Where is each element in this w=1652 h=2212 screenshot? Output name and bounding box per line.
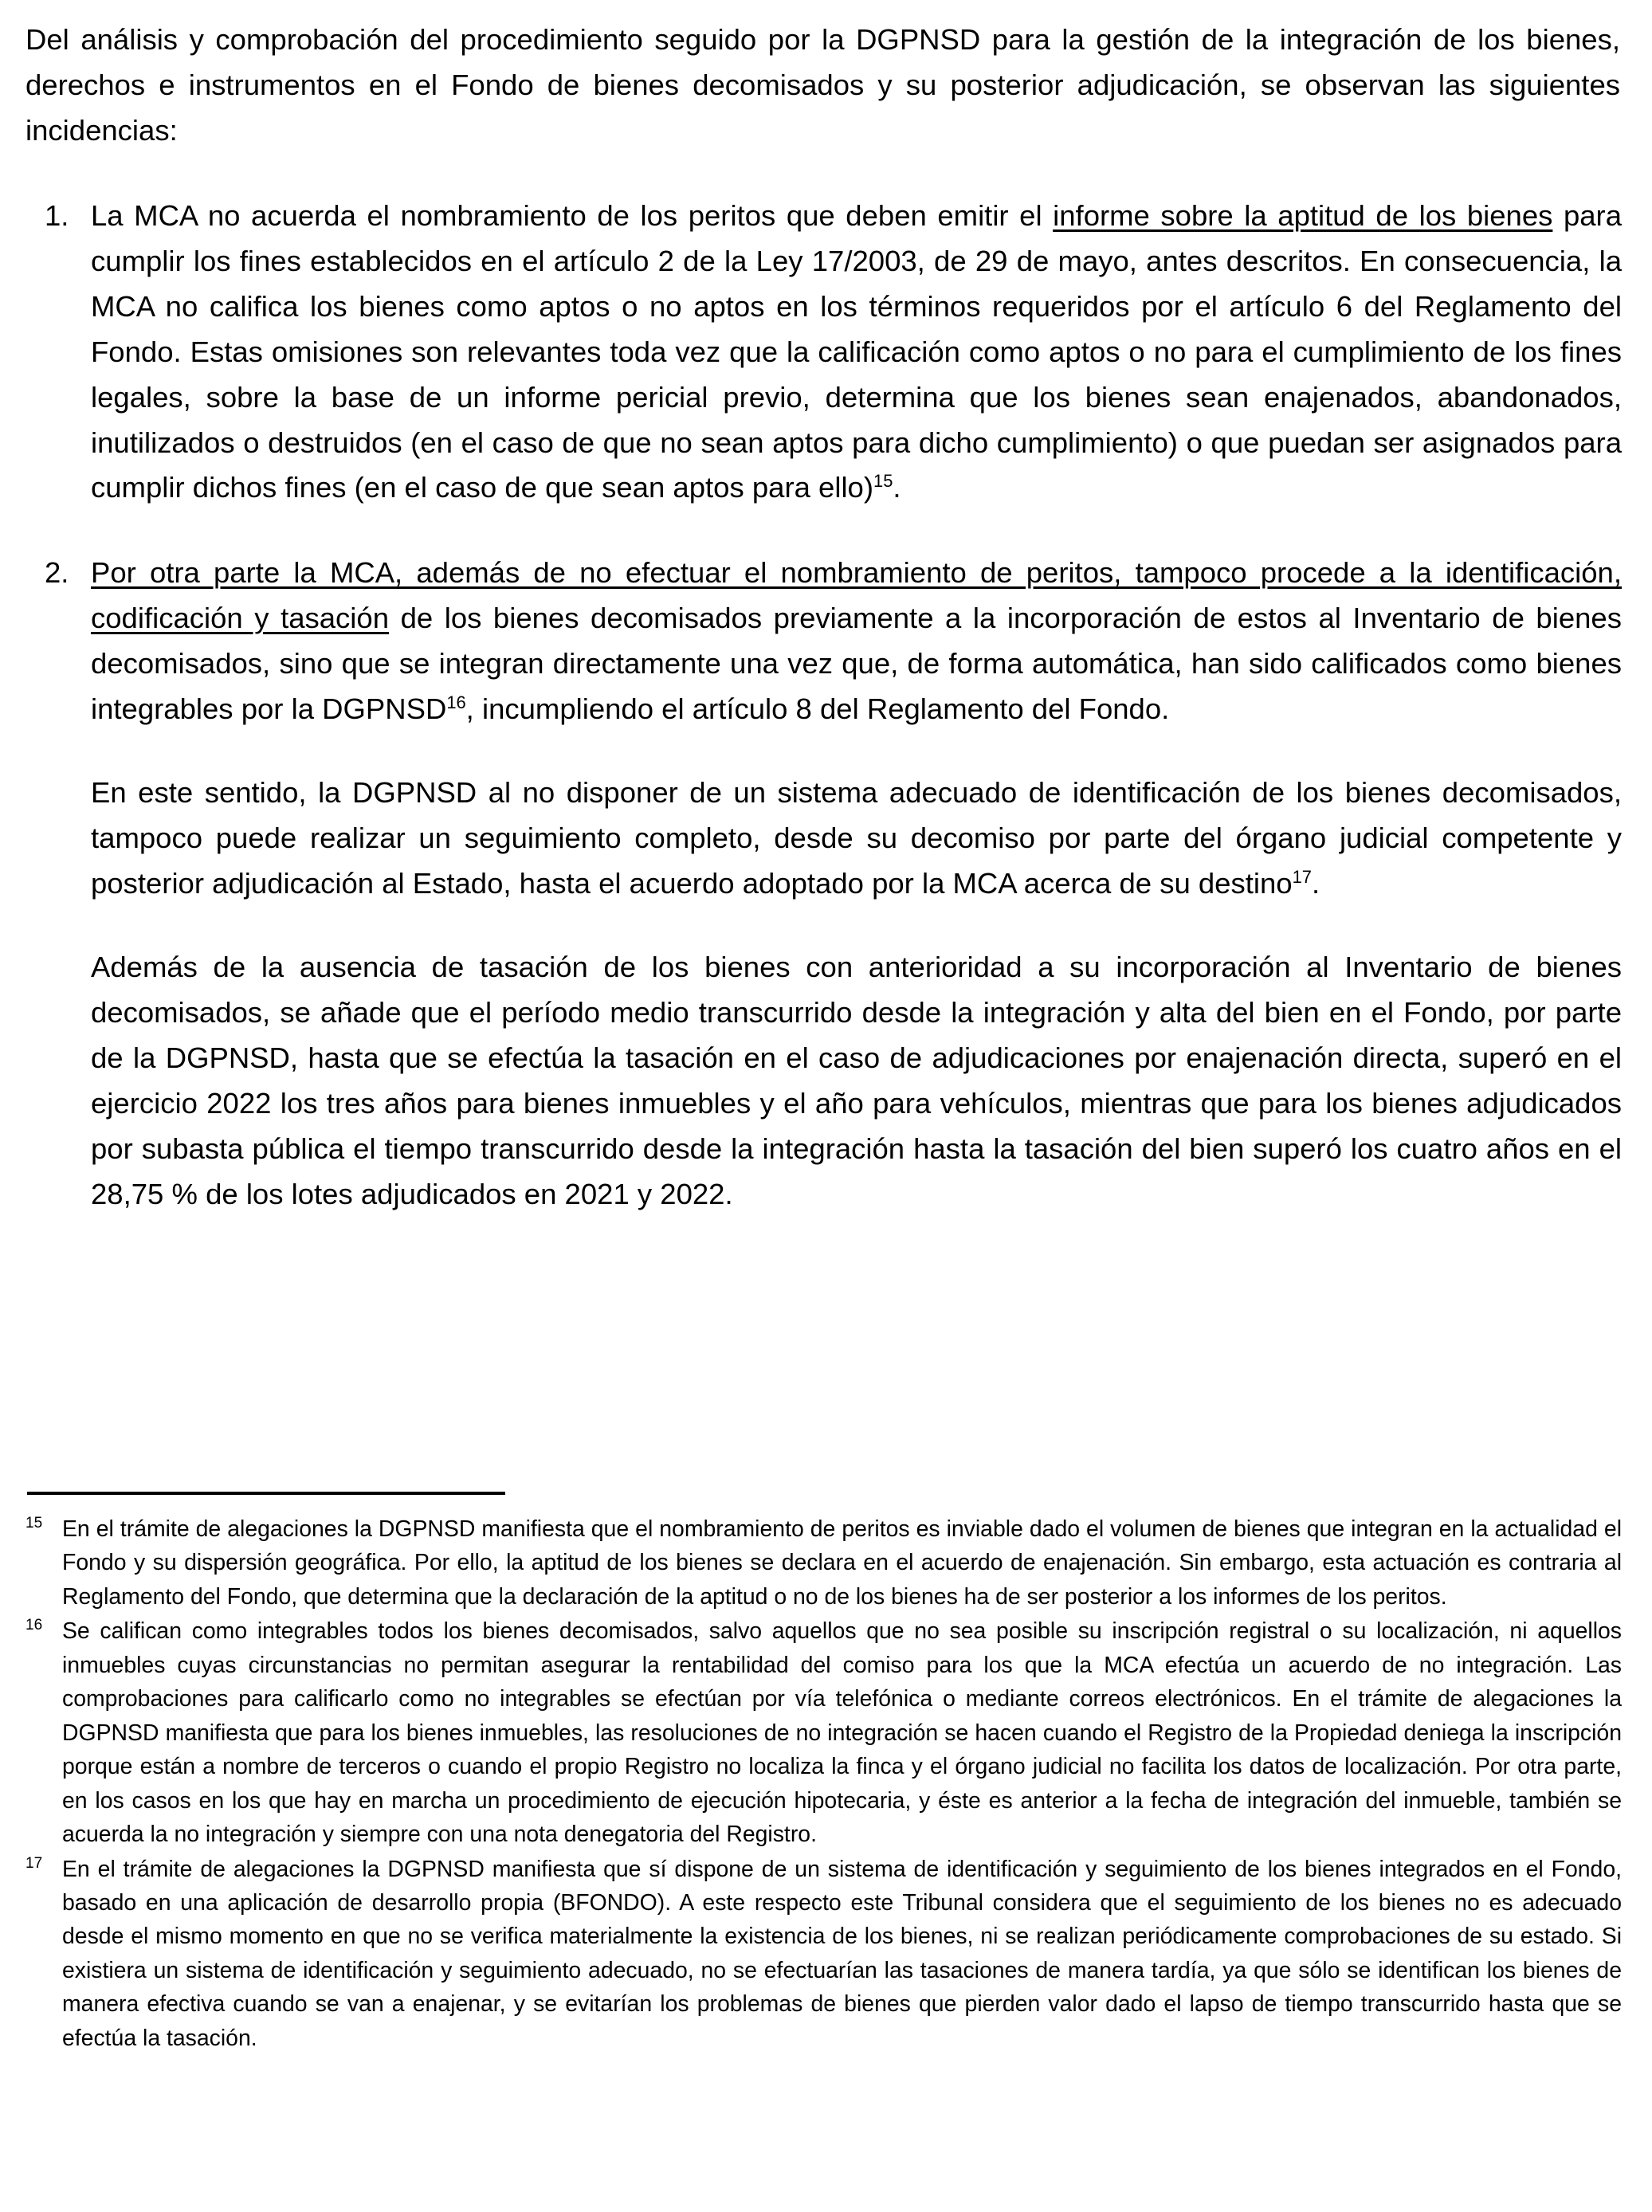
list-item-marker: 2. [45,556,69,590]
footnote-reference: 17 [1292,866,1312,887]
footnote-separator [27,1492,505,1495]
underlined-text: informe sobre la aptitud de los bienes [1053,198,1553,232]
text-run: La MCA no acuerda el nombramiento de los peritos que deben emitir el [91,198,1054,232]
footnote-text: En el trámite de alegaciones la DGPNSD manifiesta que el nombramiento de peritos es inviable dado el volumen de bienes que integran en la actualidad el Fondo y su dispersión geográfica. Por ello, la aptitud de los bienes se declara en el acuerdo de enajenación. Sin embargo, esta actuación es contraria al Reglamento del Fondo, que determina que la declaración de la aptitud o no de los bienes ha de ser posterior a los informes de los peritos. [62,1516,1622,1610]
list-item-paragraph [91,945,1622,1218]
text-run: . [893,471,901,504]
document-body [26,18,1622,1218]
footnote [26,1853,1622,2056]
footnote-number: 15 [26,1515,43,1532]
footnote-reference: 15 [873,471,893,492]
incidencias-list [26,194,1622,1218]
list-item [26,194,1622,512]
footnote-text: Se califican como integrables todos los bienes decomisados, salvo aquellos que no sea posible su inscripción registral o su localización, ni aquellos inmuebles cuyas circunstancias no permitan asegurar la rentabilidad del comiso para los que la MCA efectúa un acuerdo de no integración. Las comprobaciones para calificarlo como no integrables se efectúan por vía telefónica o mediante correos electrónicos. En el trámite de alegaciones la DGPNSD manifiesta que para los bienes inmuebles, las resoluciones de no integración se hacen cuando el Registro de la Propiedad deniega la inscripción porque están a nombre de terceros o cuando el propio Registro no localiza la finca y el órgano judicial no facilita los datos de localización. Por otra parte, en los casos en los que hay en marcha un procedimiento de ejecución hipotecaria, y éste es anterior a la fecha de integración del inmueble, también se acuerda la no integración y siempre con una nota denegatoria del Registro. [62,1618,1622,1848]
list-item-paragraph [91,551,1622,732]
text-run: para cumplir los fines establecidos en el artículo 2 de la Ley 17/2003, de 29 de mayo, antes descritos. En consecuencia, la MCA no califica los bienes como aptos o no aptos en los términos requeridos por el artículo 6 del Reglamento del Fondo. Estas omisiones son relevantes toda vez que la calificación como aptos o no para el cumplimiento de los fines legales, sobre la base de un informe pericial previo, determina que los bienes sean enajenados, abandonados, inutilizados o destruidos (en el caso de que no sean aptos para dicho cumplimiento) o que puedan ser asignados para cumplir dichos fines (en el caso de que sean aptos para ello) [91,198,1622,504]
footnote [26,1512,1622,1614]
text-run: de los bienes decomisados previamente a la incorporación de estos al Inventario de bienes decomisados, sino que se integran directamente una vez que, de forma automática, han sido calificados como bienes integrables por la DGPNSD [91,602,1622,726]
footnote-number: 16 [26,1617,43,1634]
text-run: . [1311,867,1320,900]
underlined-text: Por otra parte la MCA, además de no efectuar el nombramiento de peritos, tampoco procede a la identificación, codificación y tasación [91,556,1622,635]
footnote [26,1614,1622,1851]
list-item-paragraph [91,194,1622,512]
footnote-text: En el trámite de alegaciones la DGPNSD manifiesta que sí dispone de un sistema de identificación y seguimiento de los bienes integrados en el Fondo, basado en una aplicación de desarrollo propia (BFONDO). A este respecto este Tribunal considera que el seguimiento de los bienes no es adecuado desde el mismo momento en que no se verifica materialmente la existencia de los bienes, ni se realizan periódicamente comprobaciones de su estado. Si existiera un sistema de identificación y seguimiento adecuado, no se efectuarían las tasaciones de manera tardía, ya que sólo se identifican los bienes de manera efectiva cuando se van a enajenar, y se evitarían los problemas de bienes que pierden valor dado el lapso de tiempo transcurrido hasta que se efectúa la tasación. [62,1856,1622,2051]
list-item-paragraph [91,771,1622,907]
text-run: , incumpliendo el artículo 8 del Reglamento del Fondo. [465,692,1170,726]
footnote-reference: 16 [446,692,466,713]
text-run: Además de la ausencia de tasación de los bienes con anterioridad a su incorporación al Inventario de bienes decomisados, se añade que el período medio transcurrido desde la integración y alta del bien en el Fondo, por parte de la DGPNSD, hasta que se efectúa la tasación en el caso de adjudicaciones por enajenación directa, superó en el ejercicio 2022 los tres años para bienes inmuebles y el año para vehículos, mientras que para los bienes adjudicados por subasta pública el tiempo transcurrido desde la integración hasta la tasación del bien superó los cuatro años en el 28,75 % de los lotes adjudicados en 2021 y 2022. [91,950,1622,1210]
footnote-number: 17 [26,1854,43,1872]
intro-paragraph: Del análisis y comprobación del procedimiento seguido por la DGPNSD para la gestión de la integración de los bienes, derechos e instrumentos en el Fondo de bienes decomisados y su posterior adjudicación, se observan las siguientes incidencias: [26,23,1620,147]
footnotes-section [26,1492,1622,2056]
text-run: En este sentido, la DGPNSD al no disponer de un sistema adecuado de identificación de los bienes decomisados, tampoco puede realizar un seguimiento completo, desde su decomiso por parte del órgano judicial competente y posterior adjudicación al Estado, hasta el acuerdo adoptado por la MCA acerca de su destino [91,776,1622,900]
list-item [26,551,1622,1217]
list-item-marker: 1. [45,198,69,232]
